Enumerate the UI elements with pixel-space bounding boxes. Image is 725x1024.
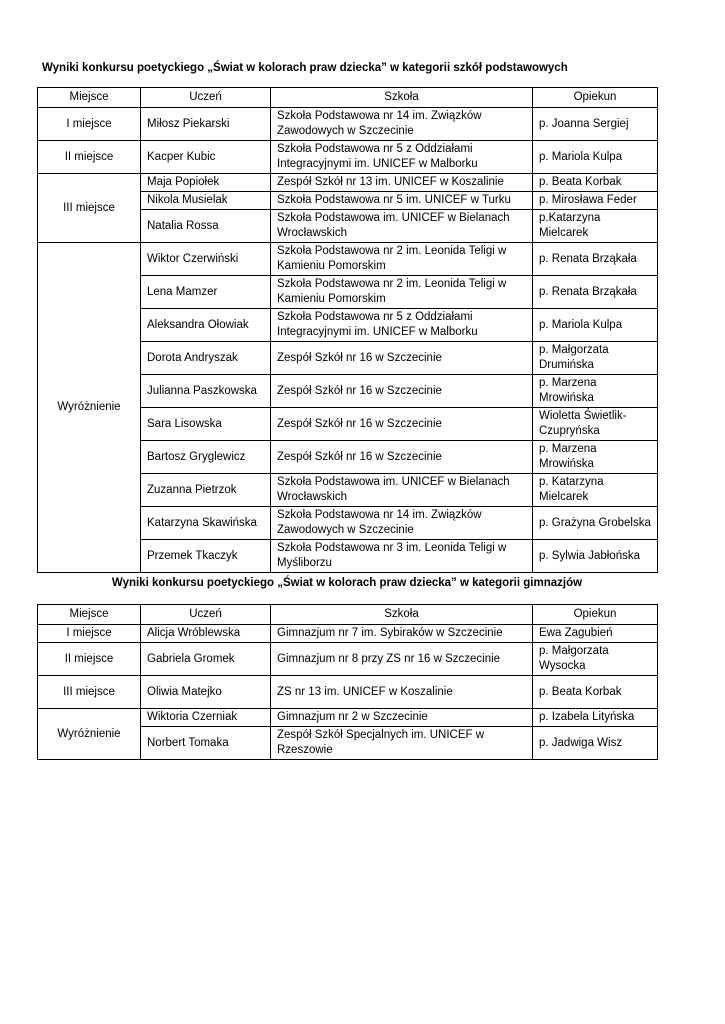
- school-cell: Szkoła Podstawowa im. UNICEF w Bielanach Wrocławskich: [271, 474, 533, 507]
- school-cell: Szkoła Podstawowa nr 5 im. UNICEF w Turku: [271, 192, 533, 210]
- table-row: [38, 709, 658, 727]
- tutor-cell: p. Małgorzata Drumińska: [533, 342, 658, 375]
- table-row: [38, 676, 658, 709]
- school-cell: ZS nr 13 im. UNICEF w Koszalinie: [271, 676, 533, 709]
- student-cell: Norbert Tomaka: [141, 727, 271, 760]
- results-table-middle-schools: [37, 604, 658, 760]
- student-cell: Maja Popiołek: [141, 174, 271, 192]
- tutor-cell: p. Mariola Kulpa: [533, 309, 658, 342]
- school-cell: Gimnazjum nr 8 przy ZS nr 16 w Szczecinie: [271, 643, 533, 676]
- school-cell: Szkoła Podstawowa nr 14 im. Związków Zawodowych w Szczecinie: [271, 507, 533, 540]
- tutor-cell: p. Grażyna Grobelska: [533, 507, 658, 540]
- column-header-school: Szkoła: [271, 605, 533, 625]
- student-cell: Gabriela Gromek: [141, 643, 271, 676]
- school-cell: Zespół Szkół nr 13 im. UNICEF w Koszalinie: [271, 174, 533, 192]
- place-cell: I miejsce: [38, 108, 141, 141]
- tutor-cell: p. Sylwia Jabłońska: [533, 540, 658, 573]
- school-cell: Szkoła Podstawowa nr 2 im. Leonida Teligi w Kamieniu Pomorskim: [271, 276, 533, 309]
- tutor-cell: p. Mariola Kulpa: [533, 141, 658, 174]
- place-cell: III miejsce: [38, 676, 141, 709]
- table-row: [38, 243, 658, 276]
- school-cell: Szkoła Podstawowa nr 5 z Oddziałami Integracyjnymi im. UNICEF w Malborku: [271, 141, 533, 174]
- column-header-student: Uczeń: [141, 88, 271, 108]
- table-row: [38, 625, 658, 643]
- place-cell: II miejsce: [38, 141, 141, 174]
- table-header-row: [38, 88, 658, 108]
- tutor-cell: p. Mirosława Feder: [533, 192, 658, 210]
- tutor-cell: p. Renata Brząkała: [533, 276, 658, 309]
- student-cell: Sara Lisowska: [141, 408, 271, 441]
- school-cell: Zespół Szkół nr 16 w Szczecinie: [271, 408, 533, 441]
- column-header-tutor: Opiekun: [533, 605, 658, 625]
- student-cell: Aleksandra Ołowiak: [141, 309, 271, 342]
- place-cell: III miejsce: [38, 174, 141, 243]
- table-row: [38, 108, 658, 141]
- tutor-cell: p. Marzena Mrowińska: [533, 375, 658, 408]
- tutor-cell: p. Małgorzata Wysocka: [533, 643, 658, 676]
- tutor-cell: p. Beata Korbak: [533, 676, 658, 709]
- student-cell: Przemek Tkaczyk: [141, 540, 271, 573]
- student-cell: Kacper Kubic: [141, 141, 271, 174]
- place-cell: I miejsce: [38, 625, 141, 643]
- table-row: [38, 643, 658, 676]
- results-table-primary-schools: [37, 87, 658, 573]
- place-cell: Wyróżnienie: [38, 709, 141, 760]
- school-cell: Gimnazjum nr 7 im. Sybiraków w Szczecinie: [271, 625, 533, 643]
- tutor-cell: Ewa Zagubień: [533, 625, 658, 643]
- student-cell: Wiktor Czerwiński: [141, 243, 271, 276]
- student-cell: Nikola Musielak: [141, 192, 271, 210]
- student-cell: Lena Mamzer: [141, 276, 271, 309]
- school-cell: Zespół Szkół nr 16 w Szczecinie: [271, 441, 533, 474]
- tutor-cell: p. Beata Korbak: [533, 174, 658, 192]
- tutor-cell: p.Katarzyna Mielcarek: [533, 210, 658, 243]
- tutor-cell: p. Katarzyna Mielcarek: [533, 474, 658, 507]
- school-cell: Szkoła Podstawowa im. UNICEF w Bielanach Wrocławskich: [271, 210, 533, 243]
- student-cell: Dorota Andryszak: [141, 342, 271, 375]
- tutor-cell: p. Joanna Sergiej: [533, 108, 658, 141]
- section-title-middle-schools: Wyniki konkursu poetyckiego „Świat w kolorach praw dziecka” w kategorii gimnazjów: [111, 577, 583, 589]
- school-cell: Szkoła Podstawowa nr 3 im. Leonida Teligi w Myśliborzu: [271, 540, 533, 573]
- table-row: [38, 174, 658, 192]
- student-cell: Wiktoria Czerniak: [141, 709, 271, 727]
- column-header-tutor: Opiekun: [533, 88, 658, 108]
- school-cell: Gimnazjum nr 2 w Szczecinie: [271, 709, 533, 727]
- place-cell: II miejsce: [38, 643, 141, 676]
- table-row: [38, 141, 658, 174]
- student-cell: Katarzyna Skawińska: [141, 507, 271, 540]
- tutor-cell: p. Marzena Mrowińska: [533, 441, 658, 474]
- section-title-primary-schools: Wyniki konkursu poetyckiego „Świat w kolorach praw dziecka” w kategorii szkół podstawowych: [42, 62, 568, 74]
- table-header-row: [38, 605, 658, 625]
- school-cell: Szkoła Podstawowa nr 2 im. Leonida Teligi w Kamieniu Pomorskim: [271, 243, 533, 276]
- tutor-cell: p. Izabela Lityńska: [533, 709, 658, 727]
- student-cell: Oliwia Matejko: [141, 676, 271, 709]
- student-cell: Julianna Paszkowska: [141, 375, 271, 408]
- school-cell: Zespół Szkół nr 16 w Szczecinie: [271, 375, 533, 408]
- student-cell: Miłosz Piekarski: [141, 108, 271, 141]
- school-cell: Zespół Szkół nr 16 w Szczecinie: [271, 342, 533, 375]
- student-cell: Natalia Rossa: [141, 210, 271, 243]
- school-cell: Zespół Szkół Specjalnych im. UNICEF w Rzeszowie: [271, 727, 533, 760]
- column-header-school: Szkoła: [271, 88, 533, 108]
- tutor-cell: Wioletta Świetlik-Czupryńska: [533, 408, 658, 441]
- student-cell: Alicja Wróblewska: [141, 625, 271, 643]
- column-header-place: Miejsce: [38, 605, 141, 625]
- column-header-student: Uczeń: [141, 605, 271, 625]
- tutor-cell: p. Jadwiga Wisz: [533, 727, 658, 760]
- student-cell: Zuzanna Pietrzok: [141, 474, 271, 507]
- school-cell: Szkoła Podstawowa nr 5 z Oddziałami Integracyjnymi im. UNICEF w Malborku: [271, 309, 533, 342]
- student-cell: Bartosz Gryglewicz: [141, 441, 271, 474]
- place-cell: Wyróżnienie: [38, 243, 141, 573]
- tutor-cell: p. Renata Brząkała: [533, 243, 658, 276]
- column-header-place: Miejsce: [38, 88, 141, 108]
- school-cell: Szkoła Podstawowa nr 14 im. Związków Zawodowych w Szczecinie: [271, 108, 533, 141]
